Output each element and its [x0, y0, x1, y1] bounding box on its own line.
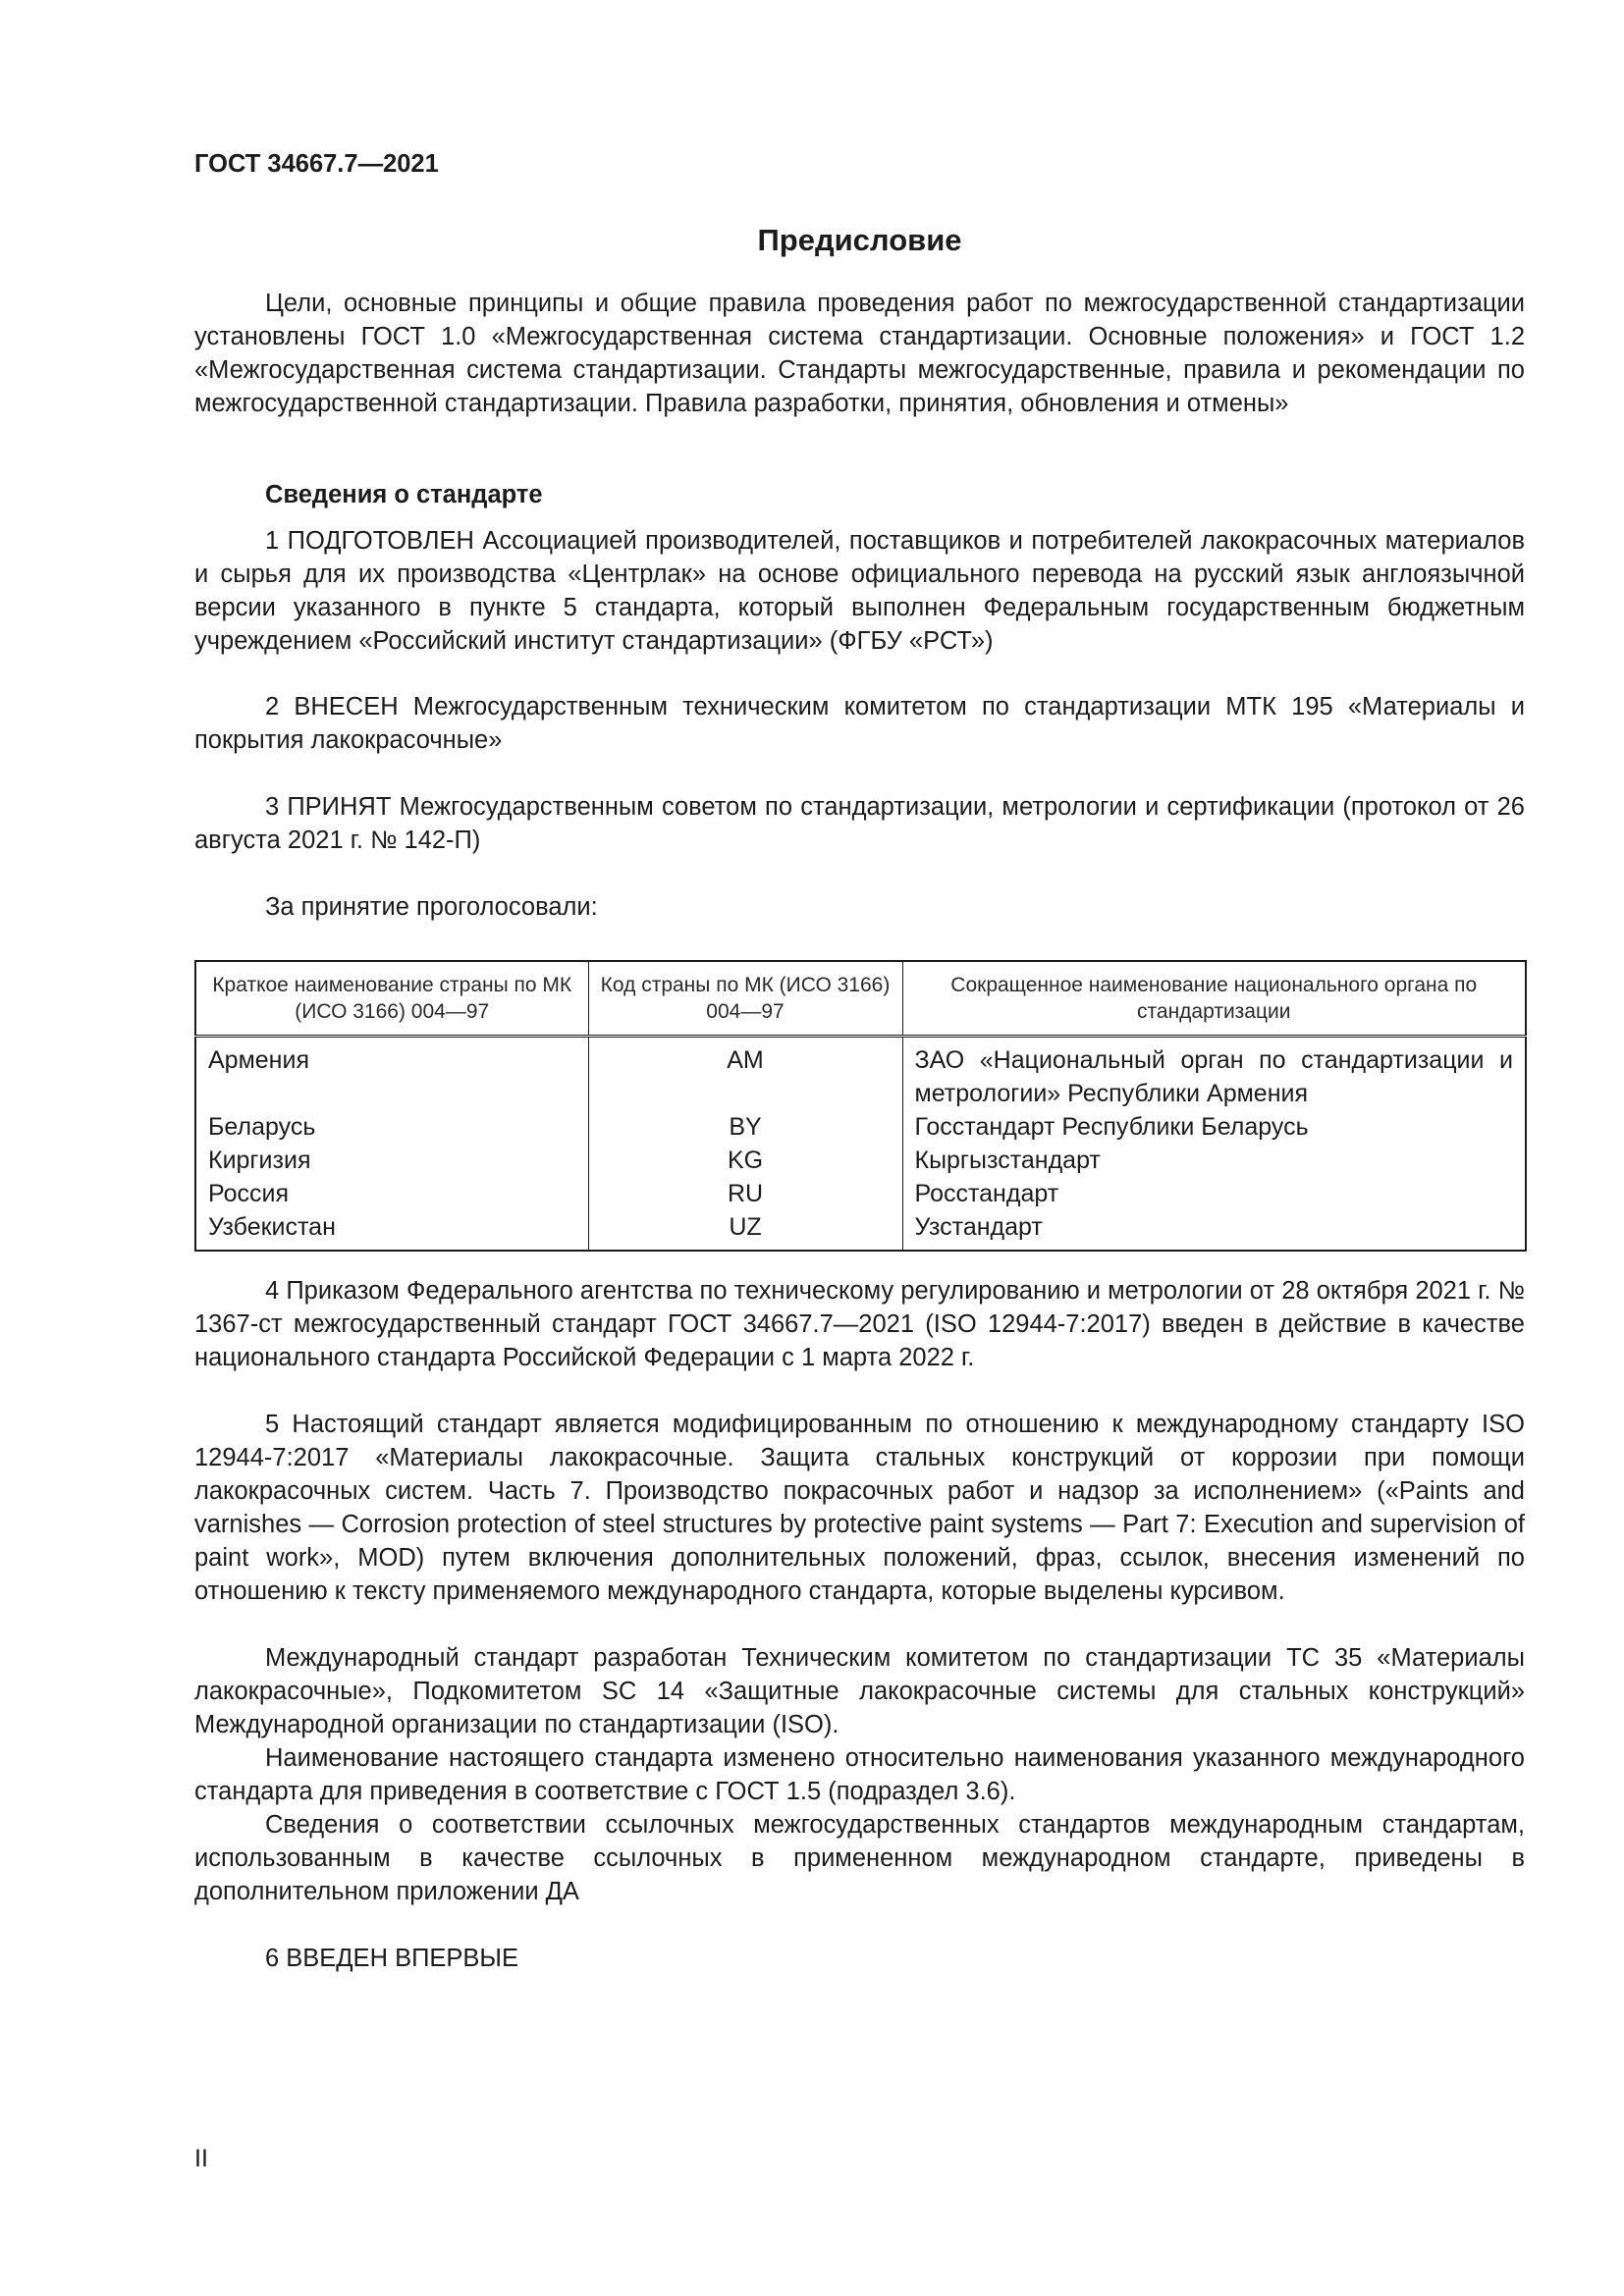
cell-country: Россия: [195, 1177, 588, 1210]
cell-code: BY: [588, 1110, 902, 1144]
table-row: [195, 1144, 1526, 1177]
header-country: Краткое наименование страны по МК (ИСО 3166) 004—97: [195, 961, 588, 1037]
cell-country: Армения: [195, 1037, 588, 1111]
table-row: [195, 1210, 1526, 1251]
cell-standards-body: ЗАО «Национальный орган по стандартизации и метрологии» Республики Армения: [902, 1037, 1526, 1111]
header-code: Код страны по МК (ИСО 3166) 004—97: [588, 961, 902, 1037]
cell-standards-body: Росстандарт: [902, 1177, 1526, 1210]
cell-standards-body: Госстандарт Республики Беларусь: [902, 1110, 1526, 1144]
paragraph-introduced: 6 ВВЕДЕН ВПЕРВЫЕ: [265, 1945, 519, 1972]
cell-country: Узбекистан: [195, 1210, 588, 1251]
cell-standards-body: Кыргызстандарт: [902, 1144, 1526, 1177]
page-title: Предисловие: [757, 223, 962, 257]
cell-code: KG: [588, 1144, 902, 1177]
paragraph-order: 4 Приказом Федерального агентства по техническому регулированию и метрологии от 28 октября 2021 г. № 1367-ст межгосударственный стандарт ГОСТ 34667.7—2021 (ISO 12944-7:2017) введен в действие в качестве национального стандарта Российской Федерации с 1 марта 2022 г.: [194, 1277, 1525, 1371]
document-page: [194, 0, 1525, 2296]
paragraph-international-standard: Международный стандарт разработан Техническим комитетом по стандартизации TC 35 «Материалы лакокрасочные», Подкомитетом SC 14 «Защитные лакокрасочные системы для стальных конструкций» Международной организации по стандартизации (ISO).: [194, 1644, 1525, 1738]
table-row: [195, 1037, 1526, 1111]
table-header-row: [195, 961, 1526, 1037]
cell-code: RU: [588, 1177, 902, 1210]
voted-label: За принятие проголосовали:: [265, 893, 598, 921]
document-code: ГОСТ 34667.7—2021: [194, 150, 439, 178]
section-title: Сведения о стандарте: [265, 481, 543, 508]
paragraph-modified: 5 Настоящий стандарт является модифицированным по отношению к международному стандарту ISO 12944-7:2017 «Материалы лакокрасочные. Защита стальных конструкций от коррозии при помощи лакокрасочных систем. Часть 7. Производство покрасочных работ и надзор за исполнением» («Paints and varnishes — Corrosion protection of steel structures by protective paint systems — Part 7: Execution and supervision of paint work», MOD) путем включения дополнительных положений, фраз, ссылок, внесения изменений по отношению к тексту применяемого международного стандарта, которые выделены курсивом.: [194, 1411, 1525, 1605]
cell-code: UZ: [588, 1210, 902, 1251]
page-number: II: [194, 2145, 208, 2172]
voting-table: [194, 960, 1527, 1252]
cell-code: AM: [588, 1037, 902, 1111]
intro-paragraph: Цели, основные принципы и общие правила проведения работ по межгосударственной стандартизации установлены ГОСТ 1.0 «Межгосударственная система стандартизации. Основные положения» и ГОСТ 1.2 «Межгосударственная система стандартизации. Стандарты межгосударственные, правила и рекомендации по межгосударственной стандартизации. Правила разработки, принятия, обновления и отмены»: [194, 290, 1525, 417]
paragraph-title-change: Наименование настоящего стандарта изменено относительно наименования указанного международного стандарта для приведения в соответствие с ГОСТ 1.5 (подраздел 3.6).: [194, 1744, 1525, 1805]
table-row: [195, 1110, 1526, 1144]
table-row: [195, 1177, 1526, 1210]
cell-country: Беларусь: [195, 1110, 588, 1144]
paragraph-submitted: 2 ВНЕСЕН Межгосударственным техническим комитетом по стандартизации МТК 195 «Материалы и покрытия лакокрасочные»: [194, 693, 1525, 754]
paragraph-references: Сведения о соответствии ссылочных межгосударственных стандартов международным стандартам, использованным в качестве ссылочных в примененном международном стандарте, приведены в дополнительном приложении ДА: [194, 1811, 1525, 1905]
header-standards-body: Сокращенное наименование национального органа по стандартизации: [902, 961, 1526, 1037]
cell-standards-body: Узстандарт: [902, 1210, 1526, 1251]
paragraph-adopted: 3 ПРИНЯТ Межгосударственным советом по стандартизации, метрологии и сертификации (протокол от 26 августа 2021 г. № 142-П): [194, 793, 1525, 854]
cell-country: Киргизия: [195, 1144, 588, 1177]
paragraph-prepared: 1 ПОДГОТОВЛЕН Ассоциацией производителей, поставщиков и потребителей лакокрасочных материалов и сырья для их производства «Центрлак» на основе официального перевода на русский язык англоязычной версии указанного в пункте 5 стандарта, который выполнен Федеральным государственным бюджетным учреждением «Российский институт стандартизации» (ФГБУ «РСТ»): [194, 527, 1525, 655]
